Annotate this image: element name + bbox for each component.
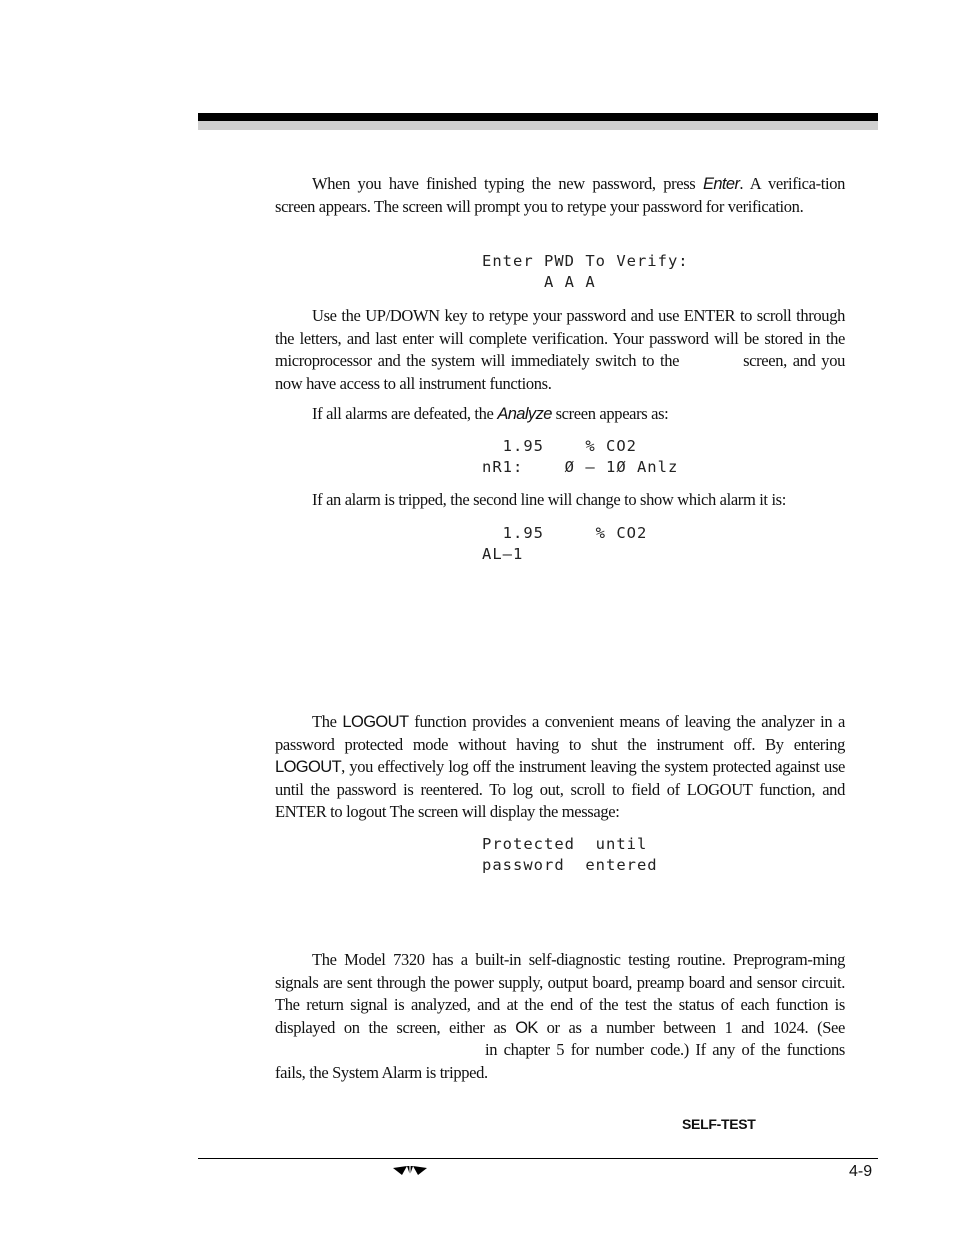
paragraph-retype-password: Use the UP/DOWN key to retype your password and use ENTER to scroll through the letters, and last enter will complete verification. Your password will be stored in the microprocessor and the system will immediately switch to the screen, and you now have access to all instrument functions. (275, 306, 845, 393)
screen-verify-password: Enter PWD To Verify: A A A (482, 252, 689, 291)
footer-rule (198, 1158, 878, 1159)
self-test-label: SELF-TEST (682, 1116, 756, 1132)
logout-keyword-2: LOGOUT (275, 758, 342, 776)
ok-keyword: OK (515, 1018, 538, 1037)
paragraph-password-finished: When you have finished typing the new password, press Enter. A verifica-tion screen appears. The screen will prompt you to retype your password for verification. (275, 174, 846, 216)
paragraph-self-test: The Model 7320 has a built-in self-diagnostic testing routine. Preprogram-ming signals are sent through the power supply, output board, preamp board and sensor circuit. The return signal is analyzed, and at the end of the test the status of each function is displayed on the screen, either as OK or as a number between 1 and 1024. (Seein chapter 5 for number code.) If any of the functions fails, the System Alarm is tripped. (275, 950, 845, 1082)
logout-keyword: LOGOUT (342, 713, 409, 731)
header-rule (198, 113, 878, 121)
enter-keyword: Enter (702, 175, 740, 193)
header-rule-shadow (198, 121, 878, 130)
paragraph-alarm-tripped: If an alarm is tripped, the second line will change to show which alarm it is: (312, 490, 786, 509)
paragraph-alarms-defeated: If all alarms are defeated, the Analyze screen appears as: (312, 404, 669, 423)
page-number: 4-9 (849, 1163, 873, 1180)
screen-analyze: 1.95 % CO2 nR1: Ø — 1Ø Anlz (482, 437, 679, 476)
screen-protected: Protected until password entered (482, 835, 658, 874)
analyze-keyword: Analyze (497, 405, 552, 423)
paragraph-logout: The LOGOUT function provides a convenient means of leaving the analyzer in a password protected mode without having to shut the instrument off. By entering LOGOUT, you effectively log off the instrument leaving the system protected against use until the password is reentered. To log out, scroll to field of LOGOUT function, and ENTER to logout The screen will display the message: (275, 712, 845, 821)
screen-alarm: 1.95 % CO2 AL—1 (482, 524, 648, 563)
teledyne-logo-icon (391, 1163, 429, 1179)
